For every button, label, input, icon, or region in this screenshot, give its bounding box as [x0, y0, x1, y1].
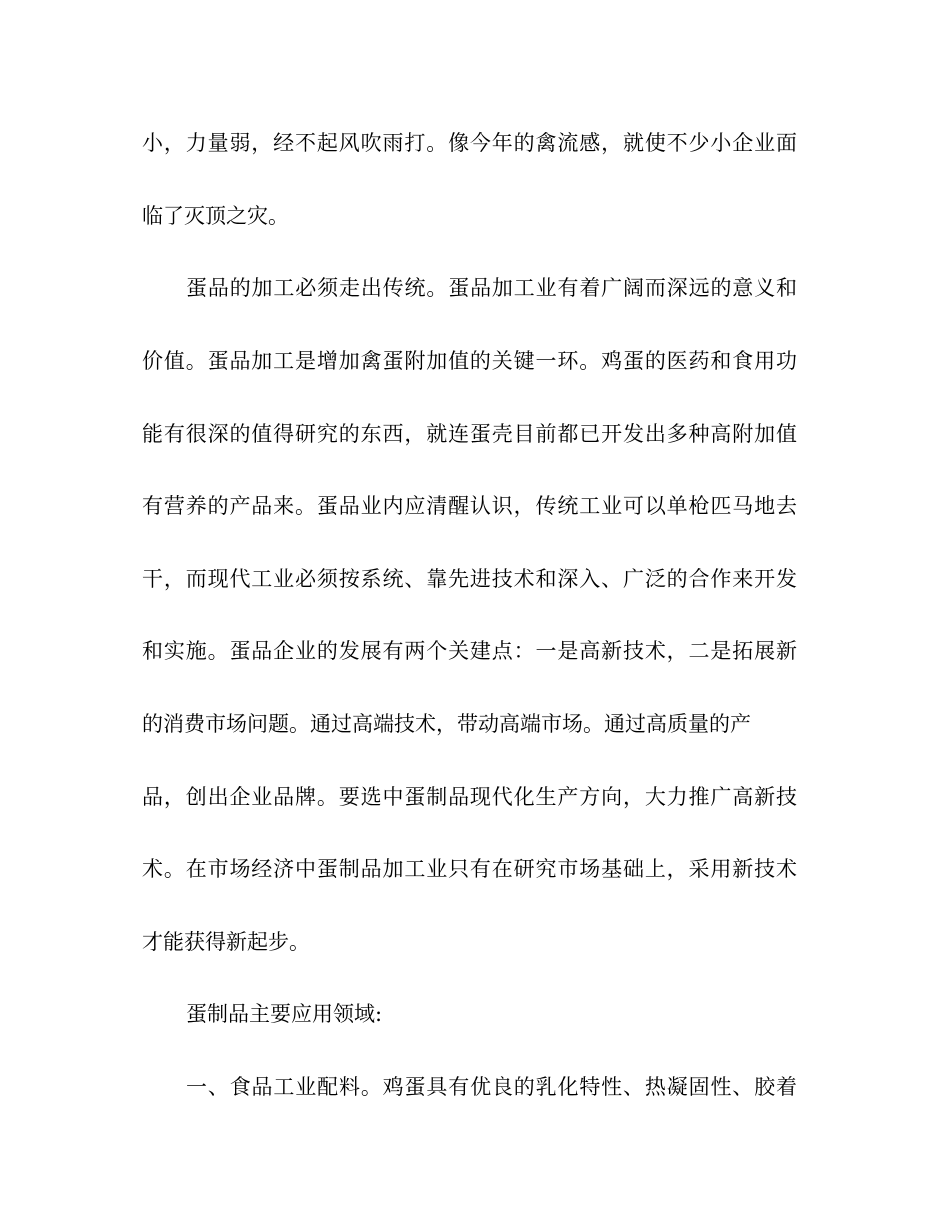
paragraph-first-line: 蛋品的加工必须走出传统。蛋品加工业有着广阔而深远的意义和	[186, 276, 797, 300]
text-line: 和实施。蛋品企业的发展有两个关建点：一是高新技术，二是拓展新	[142, 639, 797, 663]
text-line: 有营养的产品来。蛋品业内应清醒认识，传统工业可以单枪匹马地去	[142, 494, 797, 518]
text-line: 小，力量弱，经不起风吹雨打。像今年的禽流感，就使不少小企业面	[142, 131, 797, 155]
text-line: 术。在市场经济中蛋制品加工业只有在研究市场基础上，采用新技术	[142, 857, 797, 881]
text-line: 临了灭顶之灾。	[142, 204, 289, 228]
text-line: 的消费市场问题。通过高端技术，带动高端市场。通过高质量的产	[142, 712, 751, 736]
text-line: 干，而现代工业必须按系统、靠先进技术和深入、广泛的合作来开发	[142, 567, 797, 591]
text-line: 价值。蛋品加工是增加禽蛋附加值的关键一环。鸡蛋的医药和食用功	[142, 349, 797, 373]
text-line: 品，创出企业品牌。要选中蛋制品现代化生产方向，大力推广高新技	[142, 785, 797, 809]
section-heading: 蛋制品主要应用领域:	[186, 1002, 383, 1026]
paragraph-first-line: 一、食品工业配料。鸡蛋具有优良的乳化特性、热凝固性、胶着	[186, 1075, 797, 1099]
text-line: 能有很深的值得研究的东西，就连蛋壳目前都已开发出多种高附加值	[142, 422, 797, 446]
text-line: 才能获得新起步。	[142, 930, 310, 954]
